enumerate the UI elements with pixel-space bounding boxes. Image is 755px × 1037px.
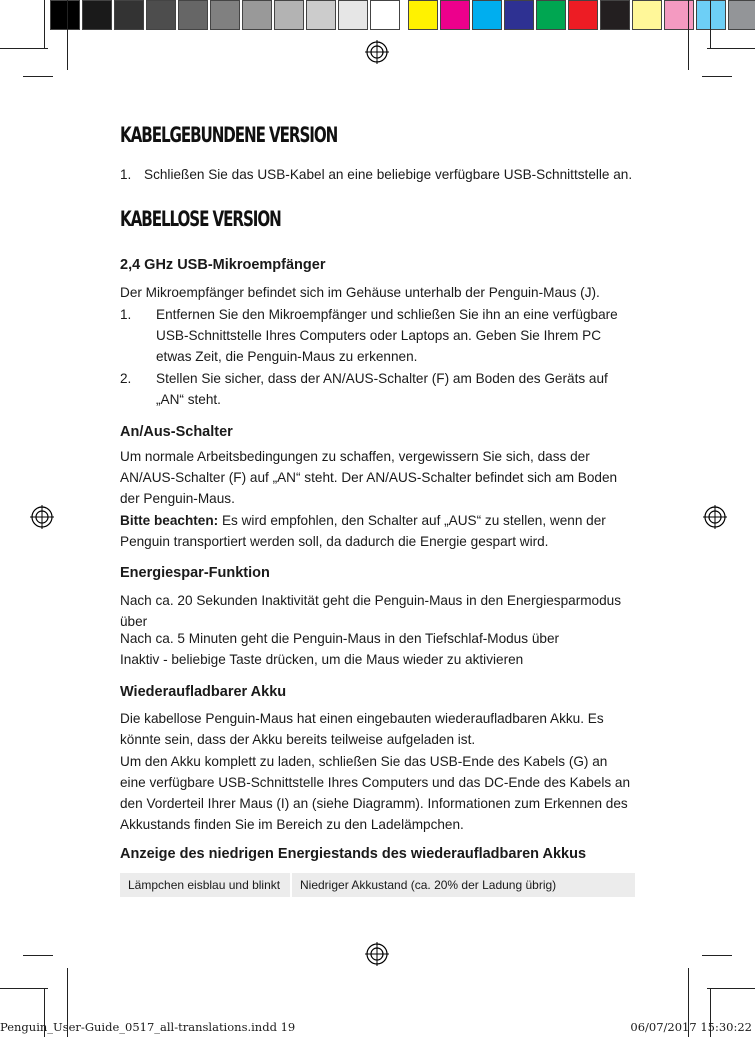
battery-paragraph-2: Um den Akku komplett zu laden, schließen Sie das USB-Ende des Kabels (G) an eine verfügbare USB-Schnittstelle Ihres Computers und das DC-Ende des Kabels an den Vorderteil Ihrer Maus (I) an (siehe Diagramm). Informationen zum Erkennen des Akkustands finden Sie im Bereich zu den Ladelämpchen. (120, 754, 631, 832)
list-text: Schließen Sie das USB-Kabel an eine beliebige verfügbare USB-Schnittstelle an. (144, 167, 633, 182)
crop-mark (0, 48, 48, 49)
color-swatch (210, 0, 240, 30)
table-cell-meaning: Niedriger Akkustand (ca. 20% der Ladung übrig) (292, 873, 635, 897)
switch-heading: An/Aus-Schalter (120, 424, 233, 440)
color-swatch (568, 0, 598, 30)
receiver-heading: 2,4 GHz USB-Mikroempfänger (120, 257, 326, 273)
crop-mark (23, 955, 53, 956)
color-swatch (408, 0, 438, 30)
power-save-line-3: Inaktiv - beliebige Taste drücken, um die Maus wieder zu aktivieren (120, 652, 524, 667)
color-swatch (114, 0, 144, 30)
crop-mark (707, 988, 755, 989)
note-text: Es wird empfohlen, den Schalter auf „AUS“ zu stellen, wenn der Penguin transportiert werden soll, da dadurch die Energie gespart wird. (120, 513, 606, 549)
color-swatch (50, 0, 80, 30)
color-swatch (440, 0, 470, 30)
switch-note (120, 510, 615, 552)
crop-mark (23, 76, 53, 77)
battery-paragraph-1: Die kabellose Penguin-Maus hat einen eingebauten wiederaufladbaren Akku. Es könnte sein, dass der Akku bereits teilweise aufgeladen ist. (120, 711, 604, 747)
list-item (120, 164, 640, 185)
list-number: 2. (120, 371, 132, 386)
list-item (120, 368, 640, 410)
crop-mark (710, 0, 711, 48)
list-item (120, 304, 640, 367)
color-swatch (82, 0, 112, 30)
color-swatch (242, 0, 272, 30)
color-swatch (504, 0, 534, 30)
switch-text: Um normale Arbeitsbedingungen zu schaffen, vergewissern Sie sich, dass der AN/AUS-Schalter (F) auf „AN“ steht. Der AN/AUS-Schalter befindet sich am Boden der Penguin-Maus. (120, 449, 618, 506)
color-swatch (472, 0, 502, 30)
footer-file-info: Penguin_User-Guide_0517_all-translations.indd 19 (0, 1020, 296, 1034)
color-swatch (600, 0, 630, 30)
crop-mark (707, 48, 755, 49)
wired-heading: KABELGEBUNDENE VERSION (120, 123, 338, 147)
color-swatch (696, 0, 726, 30)
registration-mark-icon (365, 942, 389, 966)
registration-mark-icon (365, 40, 389, 64)
crop-mark (688, 0, 689, 70)
crop-mark (67, 0, 68, 70)
crop-mark (702, 76, 732, 77)
list-text: Entfernen Sie den Mikroempfänger und schließen Sie ihn an eine verfügbare USB-Schnittstelle Ihres Computers oder Laptops an. Geben Sie Ihrem PC etwas Zeit, die Penguin-Maus zu erkennen. (156, 307, 618, 364)
color-calibration-bar (50, 0, 755, 31)
battery-heading: Wiederaufladbarer Akku (120, 684, 287, 700)
color-swatch (306, 0, 336, 30)
color-swatch (178, 0, 208, 30)
power-save-line-1: Nach ca. 20 Sekunden Inaktivität geht die Penguin-Maus in den Energiesparmodus über (120, 593, 622, 629)
power-save-line-2: Nach ca. 5 Minuten geht die Penguin-Maus in den Tiefschlaf-Modus über (120, 631, 560, 646)
registration-mark-icon (703, 505, 727, 529)
color-swatch (728, 0, 755, 30)
registration-mark-icon (30, 505, 54, 529)
table-cell-indicator: Lämpchen eisblau und blinkt (120, 873, 290, 897)
low-battery-heading: Anzeige des niedrigen Energiestands des wiederaufladbaren Akkus (120, 846, 587, 862)
color-swatch (664, 0, 694, 30)
power-save-heading: Energiespar-Funktion (120, 565, 270, 581)
color-swatch (632, 0, 662, 30)
color-swatch (274, 0, 304, 30)
color-swatch (338, 0, 368, 30)
crop-mark (44, 0, 45, 48)
list-text: Stellen Sie sicher, dass der AN/AUS-Schalter (F) am Boden des Geräts auf „AN“ steht. (156, 371, 608, 407)
crop-mark (0, 988, 48, 989)
color-swatch (146, 0, 176, 30)
list-number: 1. (120, 307, 132, 322)
note-label: Bitte beachten: (120, 513, 219, 528)
receiver-intro: Der Mikroempfänger befindet sich im Gehäuse unterhalb der Penguin-Maus (J). (120, 285, 600, 300)
low-battery-table (120, 873, 635, 897)
list-number: 1. (120, 167, 132, 182)
color-swatch (370, 0, 400, 30)
footer-timestamp: 06/07/2017 15:30:22 (630, 1020, 752, 1034)
wireless-heading: KABELLOSE VERSION (120, 207, 281, 231)
color-swatch (536, 0, 566, 30)
crop-mark (702, 955, 732, 956)
